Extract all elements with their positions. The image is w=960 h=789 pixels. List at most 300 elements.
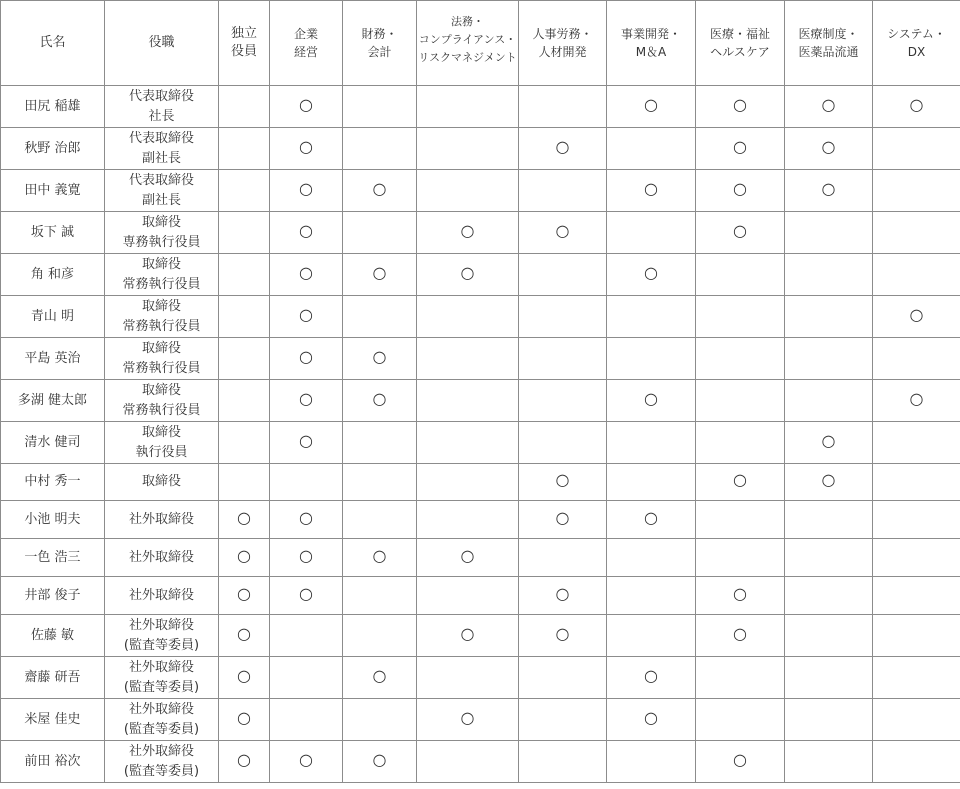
skill-cell [219, 501, 270, 539]
circle-mark-icon: ○ [237, 665, 251, 685]
skill-cell [219, 699, 270, 741]
skill-cell [343, 170, 417, 212]
skill-cell [873, 699, 960, 741]
skill-cell [270, 212, 343, 254]
circle-mark-icon: ○ [821, 470, 836, 489]
circle-mark-icon: ○ [372, 665, 387, 685]
director-name: 齋藤 研吾 [1, 657, 105, 699]
skill-cell [785, 170, 873, 212]
circle-mark-icon: ○ [460, 707, 475, 727]
circle-mark-icon: ○ [237, 749, 251, 769]
circle-mark-icon: ○ [909, 304, 924, 324]
skill-cell [785, 296, 873, 338]
skill-cell [270, 86, 343, 128]
circle-mark-icon: ○ [372, 178, 387, 198]
director-role [105, 741, 219, 783]
skill-cell [519, 212, 607, 254]
skill-cell [785, 128, 873, 170]
skill-cell [270, 464, 343, 501]
skill-cell [343, 296, 417, 338]
director-role [105, 380, 219, 422]
director-name: 佐藤 敏 [1, 615, 105, 657]
header-text: 人事労務・ [532, 27, 593, 41]
table-row [1, 615, 960, 657]
role-line: 執行役員 [135, 444, 188, 460]
skill-cell [873, 464, 960, 501]
director-name: 平島 英治 [1, 338, 105, 380]
table-row [1, 170, 960, 212]
skill-cell [607, 212, 696, 254]
skill-cell [343, 577, 417, 615]
circle-mark-icon: ○ [733, 623, 747, 643]
director-name: 前田 裕次 [1, 741, 105, 783]
circle-mark-icon: ○ [821, 136, 836, 156]
director-role [105, 501, 219, 539]
header-row [1, 1, 960, 86]
skill-cell [270, 539, 343, 577]
skill-cell [270, 741, 343, 783]
skill-cell [417, 170, 519, 212]
circle-mark-icon: ○ [733, 470, 747, 489]
header-text: ヘルスケア [710, 45, 770, 59]
role-line: (監査等委員) [123, 679, 200, 695]
skill-cell [785, 657, 873, 699]
skill-cell [219, 577, 270, 615]
skill-cell [219, 86, 270, 128]
director-role [105, 539, 219, 577]
header-text: M＆A [635, 45, 667, 59]
director-role [105, 422, 219, 464]
skill-cell [219, 212, 270, 254]
skill-cell [607, 741, 696, 783]
role-line: (監査等委員) [123, 721, 200, 737]
header-text: 法務・ [451, 15, 484, 28]
skill-cell [873, 296, 960, 338]
role-line: 社長 [148, 108, 175, 124]
table-row [1, 699, 960, 741]
skill-cell [417, 128, 519, 170]
header-text: 財務・ [361, 27, 398, 41]
circle-mark-icon: ○ [299, 94, 313, 114]
skill-cell [873, 380, 960, 422]
header-text: リスクマネジメント [418, 51, 517, 64]
skill-cell [417, 615, 519, 657]
skill-cell [417, 212, 519, 254]
circle-mark-icon: ○ [555, 507, 570, 527]
circle-mark-icon: ○ [299, 430, 313, 450]
skill-cell [219, 296, 270, 338]
circle-mark-icon: ○ [909, 94, 924, 114]
table-row [1, 380, 960, 422]
skill-cell [270, 699, 343, 741]
table-row [1, 577, 960, 615]
skill-cell [607, 128, 696, 170]
skill-cell [219, 380, 270, 422]
skill-cell [873, 657, 960, 699]
skill-cell [417, 741, 519, 783]
skill-cell [519, 170, 607, 212]
skill-cell [696, 422, 785, 464]
role-line: 常務執行役員 [122, 318, 201, 334]
circle-mark-icon: ○ [299, 507, 313, 527]
circle-mark-icon: ○ [644, 707, 658, 727]
header-text: DX [907, 45, 926, 59]
skill-cell [873, 539, 960, 577]
skill-cell [607, 657, 696, 699]
table-row [1, 539, 960, 577]
skill-cell [519, 464, 607, 501]
header-text: 経営 [293, 45, 318, 59]
header-text: 医療制度・ [798, 27, 859, 41]
skill-cell [696, 464, 785, 501]
skill-cell [417, 86, 519, 128]
skill-cell [417, 699, 519, 741]
skill-cell [519, 254, 607, 296]
skill-cell [270, 501, 343, 539]
header-management [270, 1, 343, 86]
skill-cell [607, 615, 696, 657]
matrix-body [1, 86, 960, 783]
skill-cell [270, 296, 343, 338]
skill-cell [270, 577, 343, 615]
circle-mark-icon: ○ [644, 388, 658, 408]
circle-mark-icon: ○ [555, 220, 570, 240]
skill-cell [519, 128, 607, 170]
circle-mark-icon: ○ [644, 507, 658, 527]
header-medical-system [785, 1, 873, 86]
circle-mark-icon: ○ [821, 430, 836, 450]
skill-cell [873, 128, 960, 170]
table-row [1, 657, 960, 699]
director-role [105, 464, 219, 501]
director-name: 青山 明 [1, 296, 105, 338]
circle-mark-icon: ○ [644, 178, 658, 198]
circle-mark-icon: ○ [372, 346, 387, 366]
director-role [105, 615, 219, 657]
skill-cell [873, 86, 960, 128]
header-hr [519, 1, 607, 86]
circle-mark-icon: ○ [299, 545, 313, 565]
role-line: 取締役 [141, 256, 181, 272]
skill-cell [219, 170, 270, 212]
skill-cell [519, 338, 607, 380]
skill-cell [519, 380, 607, 422]
circle-mark-icon: ○ [237, 545, 251, 565]
header-text: システム・ [887, 27, 946, 41]
director-name: 米屋 佳史 [1, 699, 105, 741]
skill-cell [607, 338, 696, 380]
table-row [1, 128, 960, 170]
role-line: 副社長 [141, 192, 181, 208]
circle-mark-icon: ○ [372, 545, 387, 565]
skill-cell [417, 338, 519, 380]
skill-cell [270, 422, 343, 464]
skill-cell [873, 501, 960, 539]
header-role: 役職 [105, 1, 219, 86]
director-role [105, 254, 219, 296]
skill-cell [343, 380, 417, 422]
skill-cell [785, 539, 873, 577]
skill-cell [270, 657, 343, 699]
circle-mark-icon: ○ [299, 178, 313, 198]
skill-cell [607, 699, 696, 741]
table-row [1, 296, 960, 338]
header-text: 人材開発 [538, 45, 587, 59]
skill-cell [785, 741, 873, 783]
table-row [1, 741, 960, 783]
role-line: (監査等委員) [123, 763, 200, 779]
skill-cell [219, 741, 270, 783]
director-name: 角 和彦 [1, 254, 105, 296]
skill-cell [343, 86, 417, 128]
skill-cell [696, 577, 785, 615]
skill-cell [607, 501, 696, 539]
skill-cell [519, 615, 607, 657]
skill-cell [343, 254, 417, 296]
skill-cell [873, 170, 960, 212]
skill-cell [343, 741, 417, 783]
circle-mark-icon: ○ [733, 749, 747, 769]
skill-cell [785, 380, 873, 422]
circle-mark-icon: ○ [644, 262, 658, 282]
skill-cell [343, 539, 417, 577]
circle-mark-icon: ○ [372, 388, 387, 408]
skill-cell [696, 212, 785, 254]
skill-cell [270, 170, 343, 212]
header-text: 会計 [367, 45, 392, 59]
role-line: 取締役 [141, 214, 181, 230]
skill-cell [785, 577, 873, 615]
director-role [105, 699, 219, 741]
role-line: 常務執行役員 [122, 402, 201, 418]
circle-mark-icon: ○ [299, 583, 313, 603]
skill-cell [219, 464, 270, 501]
director-name: 坂下 誠 [1, 212, 105, 254]
table-row [1, 501, 960, 539]
skill-cell [343, 128, 417, 170]
skill-cell [607, 380, 696, 422]
skill-cell [417, 464, 519, 501]
circle-mark-icon: ○ [299, 136, 313, 156]
circle-mark-icon: ○ [909, 388, 924, 408]
skill-cell [343, 615, 417, 657]
skill-cell [343, 338, 417, 380]
skill-cell [270, 338, 343, 380]
skill-cell [873, 577, 960, 615]
header-legal [417, 1, 519, 86]
role-line: 社外取締役 [128, 701, 194, 717]
director-name: 清水 健司 [1, 422, 105, 464]
skill-cell [270, 615, 343, 657]
skill-cell [785, 86, 873, 128]
header-healthcare [696, 1, 785, 86]
director-name: 田中 義寛 [1, 170, 105, 212]
role-line: 代表取締役 [128, 130, 194, 146]
header-text: 独立 [230, 26, 257, 41]
role-line: 取締役 [141, 474, 181, 489]
skill-cell [696, 338, 785, 380]
skill-cell [343, 657, 417, 699]
circle-mark-icon: ○ [821, 178, 836, 198]
skill-cell [696, 128, 785, 170]
director-name: 小池 明夫 [1, 501, 105, 539]
director-name: 多湖 健太郎 [1, 380, 105, 422]
skill-cell [696, 741, 785, 783]
director-role [105, 338, 219, 380]
skill-cell [607, 254, 696, 296]
skill-cell [417, 657, 519, 699]
skill-cell [696, 539, 785, 577]
skill-cell [417, 501, 519, 539]
skill-cell [219, 128, 270, 170]
circle-mark-icon: ○ [555, 470, 570, 489]
skill-cell [519, 296, 607, 338]
skill-cell [873, 615, 960, 657]
skill-cell [785, 212, 873, 254]
skill-cell [417, 254, 519, 296]
skill-cell [219, 615, 270, 657]
skill-cell [785, 422, 873, 464]
circle-mark-icon: ○ [733, 136, 747, 156]
circle-mark-icon: ○ [460, 262, 475, 282]
skill-cell [873, 338, 960, 380]
table-row [1, 422, 960, 464]
circle-mark-icon: ○ [460, 220, 475, 240]
skill-cell [873, 422, 960, 464]
director-name: 中村 秀一 [1, 464, 105, 501]
circle-mark-icon: ○ [299, 262, 313, 282]
circle-mark-icon: ○ [299, 388, 313, 408]
circle-mark-icon: ○ [555, 583, 570, 603]
role-line: 社外取締役 [128, 617, 194, 633]
skill-cell [607, 86, 696, 128]
role-line: 専務執行役員 [122, 234, 201, 250]
director-name: 井部 俊子 [1, 577, 105, 615]
circle-mark-icon: ○ [733, 94, 747, 114]
skill-cell [696, 699, 785, 741]
role-line: 社外取締役 [128, 511, 194, 527]
header-text: 役員 [230, 44, 257, 59]
table-row [1, 86, 960, 128]
role-line: 取締役 [141, 340, 181, 356]
header-finance [343, 1, 417, 86]
skill-cell [696, 501, 785, 539]
circle-mark-icon: ○ [644, 94, 658, 114]
circle-mark-icon: ○ [460, 623, 475, 643]
skill-cell [785, 254, 873, 296]
skill-cell [343, 212, 417, 254]
director-role [105, 86, 219, 128]
role-line: 代表取締役 [128, 88, 194, 104]
circle-mark-icon: ○ [555, 136, 570, 156]
skill-cell [519, 86, 607, 128]
skill-cell [417, 422, 519, 464]
circle-mark-icon: ○ [299, 346, 313, 366]
skill-cell [696, 170, 785, 212]
role-line: 常務執行役員 [122, 360, 201, 376]
skill-cell [270, 254, 343, 296]
skill-cell [607, 577, 696, 615]
skill-cell [607, 539, 696, 577]
circle-mark-icon: ○ [299, 304, 313, 324]
skill-cell [417, 296, 519, 338]
skill-cell [519, 422, 607, 464]
role-line: 代表取締役 [128, 172, 194, 188]
circle-mark-icon: ○ [644, 665, 658, 685]
skill-cell [607, 422, 696, 464]
circle-mark-icon: ○ [299, 220, 313, 240]
director-name: 田尻 稲雄 [1, 86, 105, 128]
skill-cell [519, 577, 607, 615]
director-name: 秋野 治郎 [1, 128, 105, 170]
skill-cell [519, 539, 607, 577]
header-independent [219, 1, 270, 86]
skill-cell [343, 699, 417, 741]
table-row [1, 464, 960, 501]
skill-cell [696, 615, 785, 657]
role-line: 常務執行役員 [122, 276, 201, 292]
circle-mark-icon: ○ [733, 583, 747, 603]
header-text: 企業 [293, 27, 318, 41]
skill-cell [696, 380, 785, 422]
skill-cell [219, 338, 270, 380]
table-row [1, 254, 960, 296]
header-system-dx [873, 1, 960, 86]
header-text: コンプライアンス・ [418, 33, 517, 46]
circle-mark-icon: ○ [237, 583, 251, 603]
role-line: 取締役 [141, 424, 181, 440]
skill-cell [519, 741, 607, 783]
circle-mark-icon: ○ [555, 623, 570, 643]
skill-cell [696, 657, 785, 699]
skill-cell [343, 422, 417, 464]
skill-cell [417, 380, 519, 422]
skill-cell [785, 699, 873, 741]
circle-mark-icon: ○ [460, 545, 475, 565]
circle-mark-icon: ○ [733, 220, 747, 240]
table-row [1, 212, 960, 254]
role-line: 取締役 [141, 382, 181, 398]
role-line: 社外取締役 [128, 587, 194, 603]
skill-cell [519, 699, 607, 741]
role-line: 社外取締役 [128, 549, 194, 565]
circle-mark-icon: ○ [237, 707, 251, 727]
skill-cell [519, 501, 607, 539]
skill-cell [270, 128, 343, 170]
skill-cell [607, 170, 696, 212]
header-name: 氏名 [1, 1, 105, 86]
director-role [105, 296, 219, 338]
skill-cell [219, 539, 270, 577]
director-role [105, 128, 219, 170]
role-line: 社外取締役 [128, 659, 194, 675]
circle-mark-icon: ○ [821, 94, 836, 114]
skill-cell [219, 657, 270, 699]
circle-mark-icon: ○ [299, 749, 313, 769]
skill-cell [607, 296, 696, 338]
skill-cell [696, 86, 785, 128]
skill-cell [873, 254, 960, 296]
skill-cell [417, 539, 519, 577]
header-text: 医療・福祉 [709, 27, 770, 41]
skill-cell [607, 464, 696, 501]
role-line: 副社長 [141, 150, 181, 166]
role-line: 取締役 [141, 298, 181, 314]
director-role [105, 657, 219, 699]
director-name: 一色 浩三 [1, 539, 105, 577]
director-role [105, 212, 219, 254]
skill-cell [785, 615, 873, 657]
